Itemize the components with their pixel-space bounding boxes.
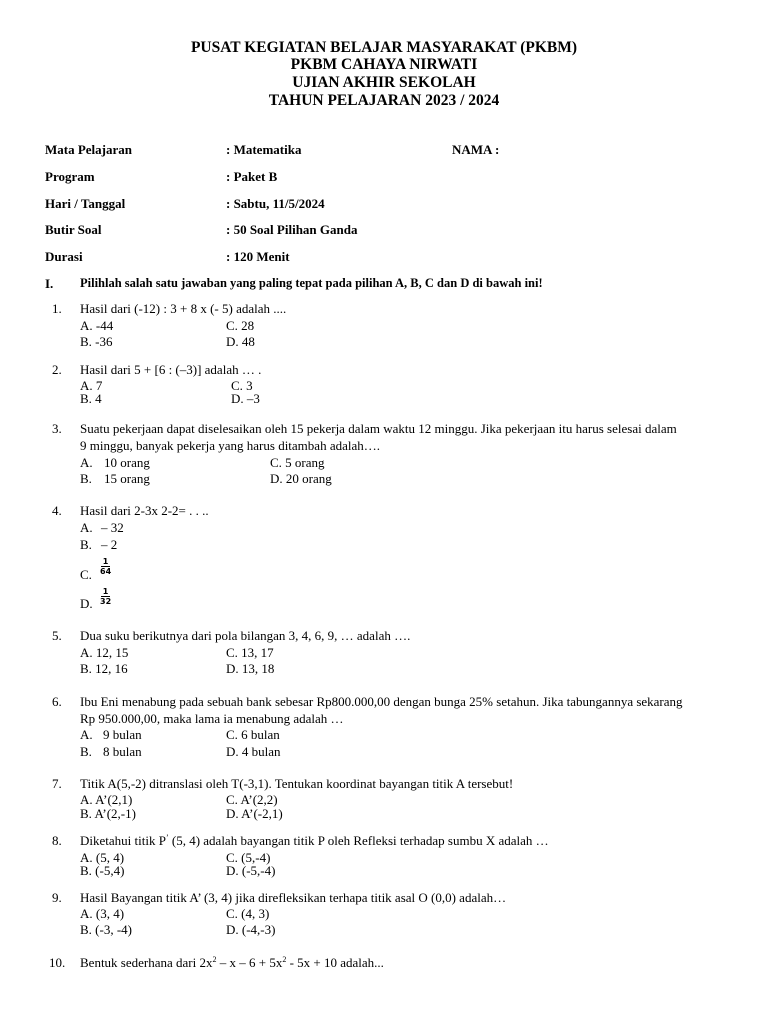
option-a-letter: A.	[80, 455, 93, 470]
program-value: : Paket B	[226, 169, 278, 184]
option-c: C. 28	[226, 318, 255, 333]
option-c: C. 3	[231, 378, 253, 393]
option-d: D. –3	[231, 391, 260, 406]
question-text	[80, 955, 384, 971]
date-value: : Sabtu, 11/5/2024	[226, 196, 325, 211]
header-line-4: TAHUN PELAJARAN 2023 / 2024	[268, 92, 500, 109]
question-text-line-1: Suatu pekerjaan dapat diselesaikan oleh 15 pekerja dalam waktu 12 minggu. Jika pekerjaan itu harus selesai dalam	[80, 421, 677, 436]
question-number: 9.	[52, 890, 62, 905]
option-a: A. 7	[80, 378, 103, 393]
option-b-letter: B.	[80, 537, 92, 552]
question-number: 1.	[52, 301, 62, 316]
items-label: Butir Soal	[45, 222, 102, 237]
option-c: C. 6 bulan	[226, 727, 280, 742]
option-d: D. A’(-2,1)	[226, 806, 283, 821]
question-text-mid: – x – 6 + 5x	[216, 955, 283, 970]
header-line-3: UJIAN AKHIR SEKOLAH	[292, 74, 476, 91]
option-c: C. 5 orang	[270, 455, 325, 470]
option-a: 9 bulan	[103, 727, 142, 742]
option-d: D. 48	[226, 334, 255, 349]
option-b-letter: B.	[80, 471, 92, 486]
duration-label: Durasi	[45, 249, 83, 264]
option-a: A. A’(2,1)	[80, 792, 133, 807]
question-text: Titik A(5,-2) ditranslasi oleh T(-3,1). Tentukan koordinat bayangan titik A tersebut!	[80, 776, 514, 791]
question-text-line-1: Ibu Eni menabung pada sebuah bank sebesar Rp800.000,00 dengan bunga 25% setahun. Jika tabungannya sekarang	[80, 694, 683, 709]
exponent: 2	[282, 955, 287, 964]
option-a: 10 orang	[104, 455, 150, 470]
option-a: – 32	[101, 520, 124, 535]
option-c: C. 13, 17	[226, 645, 274, 660]
option-c: C. A’(2,2)	[226, 792, 278, 807]
option-a-letter: A.	[80, 727, 93, 742]
items-value: : 50 Soal Pilihan Ganda	[226, 222, 358, 237]
option-a-letter: A.	[80, 520, 93, 535]
question-number: 3.	[52, 421, 62, 436]
option-a: A. 12, 15	[80, 645, 129, 660]
option-d: D. 13, 18	[226, 661, 275, 676]
option-b: B. (-5,4)	[80, 863, 125, 878]
question-text: Hasil dari 2-3x 2-2= . . ..	[80, 503, 209, 518]
option-c: C. (4, 3)	[226, 906, 270, 921]
program-label: Program	[45, 169, 95, 184]
option-d: D. 20 orang	[270, 471, 332, 486]
subject-value: : Matematika	[226, 142, 302, 157]
question-number: 8.	[52, 833, 62, 848]
option-a: A. (5, 4)	[80, 850, 125, 865]
question-number: 4.	[52, 503, 62, 518]
option-d-letter: D.	[80, 596, 93, 611]
question-number: 7.	[52, 776, 62, 791]
header-line-1: PUSAT KEGIATAN BELAJAR MASYARAKAT (PKBM)	[190, 39, 578, 56]
question-text-line-2: Rp 950.000,00, maka lama ia menabung adalah …	[80, 711, 344, 726]
option-b: B. -36	[80, 334, 113, 349]
option-b: B. 12, 16	[80, 661, 128, 676]
question-text: Hasil Bayangan titik A’ (3, 4) jika direfleksikan terhapa titik asal O (0,0) adalah…	[80, 890, 507, 905]
question-number: 2.	[52, 362, 62, 377]
prime-mark: ’	[165, 833, 169, 842]
question-text-line-2: 9 minggu, banyak pekerja yang harus ditambah adalah….	[80, 438, 380, 453]
question-text-post: (5, 4) adalah bayangan titik P oleh Refleksi terhadap sumbu X adalah …	[168, 833, 549, 848]
option-b-letter: B.	[80, 744, 92, 759]
exponent: 2	[212, 955, 217, 964]
option-d: D. 4 bulan	[226, 744, 281, 759]
section-number: I.	[45, 276, 54, 291]
option-b: 8 bulan	[103, 744, 142, 759]
section-instruction: Pilihlah salah satu jawaban yang paling tepat pada pilihan A, B, C dan D di bawah ini!	[80, 276, 543, 290]
question-text: Hasil dari 5 + [6 : (–3)] adalah … .	[80, 362, 262, 377]
question-number: 10.	[49, 955, 66, 970]
question-text-pre: Bentuk sederhana dari 2x	[80, 955, 213, 970]
option-b: – 2	[101, 537, 118, 552]
option-b: B. (-3, -4)	[80, 922, 132, 937]
duration-value: : 120 Menit	[226, 249, 290, 264]
option-b: B. 4	[80, 391, 102, 406]
option-b: B. A’(2,-1)	[80, 806, 136, 821]
fraction-denominator: 32	[100, 597, 112, 606]
question-text-pre: Diketahui titik P	[80, 833, 166, 848]
subject-label: Mata Pelajaran	[45, 142, 133, 157]
header-line-2: PKBM CAHAYA NIRWATI	[290, 56, 478, 73]
question-text: Dua suku berikutnya dari pola bilangan 3, 4, 6, 9, … adalah ….	[80, 628, 411, 643]
option-a: A. (3, 4)	[80, 906, 125, 921]
question-text-post: - 5x + 10 adalah...	[286, 955, 384, 970]
option-c: C. (5,-4)	[226, 850, 271, 865]
option-c-letter: C.	[80, 567, 92, 582]
option-c-fraction	[100, 557, 111, 576]
fraction-numerator: 1	[102, 587, 109, 596]
date-label: Hari / Tanggal	[45, 196, 126, 211]
option-d: D. (-4,-3)	[226, 922, 276, 937]
option-d-fraction	[100, 587, 111, 606]
question-text	[80, 833, 549, 849]
question-number: 6.	[52, 694, 62, 709]
question-text: Hasil dari (-12) : 3 + 8 x (- 5) adalah ....	[80, 301, 287, 316]
question-number: 5.	[52, 628, 62, 643]
option-d: D. (-5,-4)	[226, 863, 276, 878]
option-a: A. -44	[80, 318, 114, 333]
option-b: 15 orang	[104, 471, 150, 486]
fraction-numerator: 1	[102, 557, 109, 566]
name-label: NAMA :	[452, 142, 500, 157]
fraction-denominator: 64	[100, 567, 112, 576]
